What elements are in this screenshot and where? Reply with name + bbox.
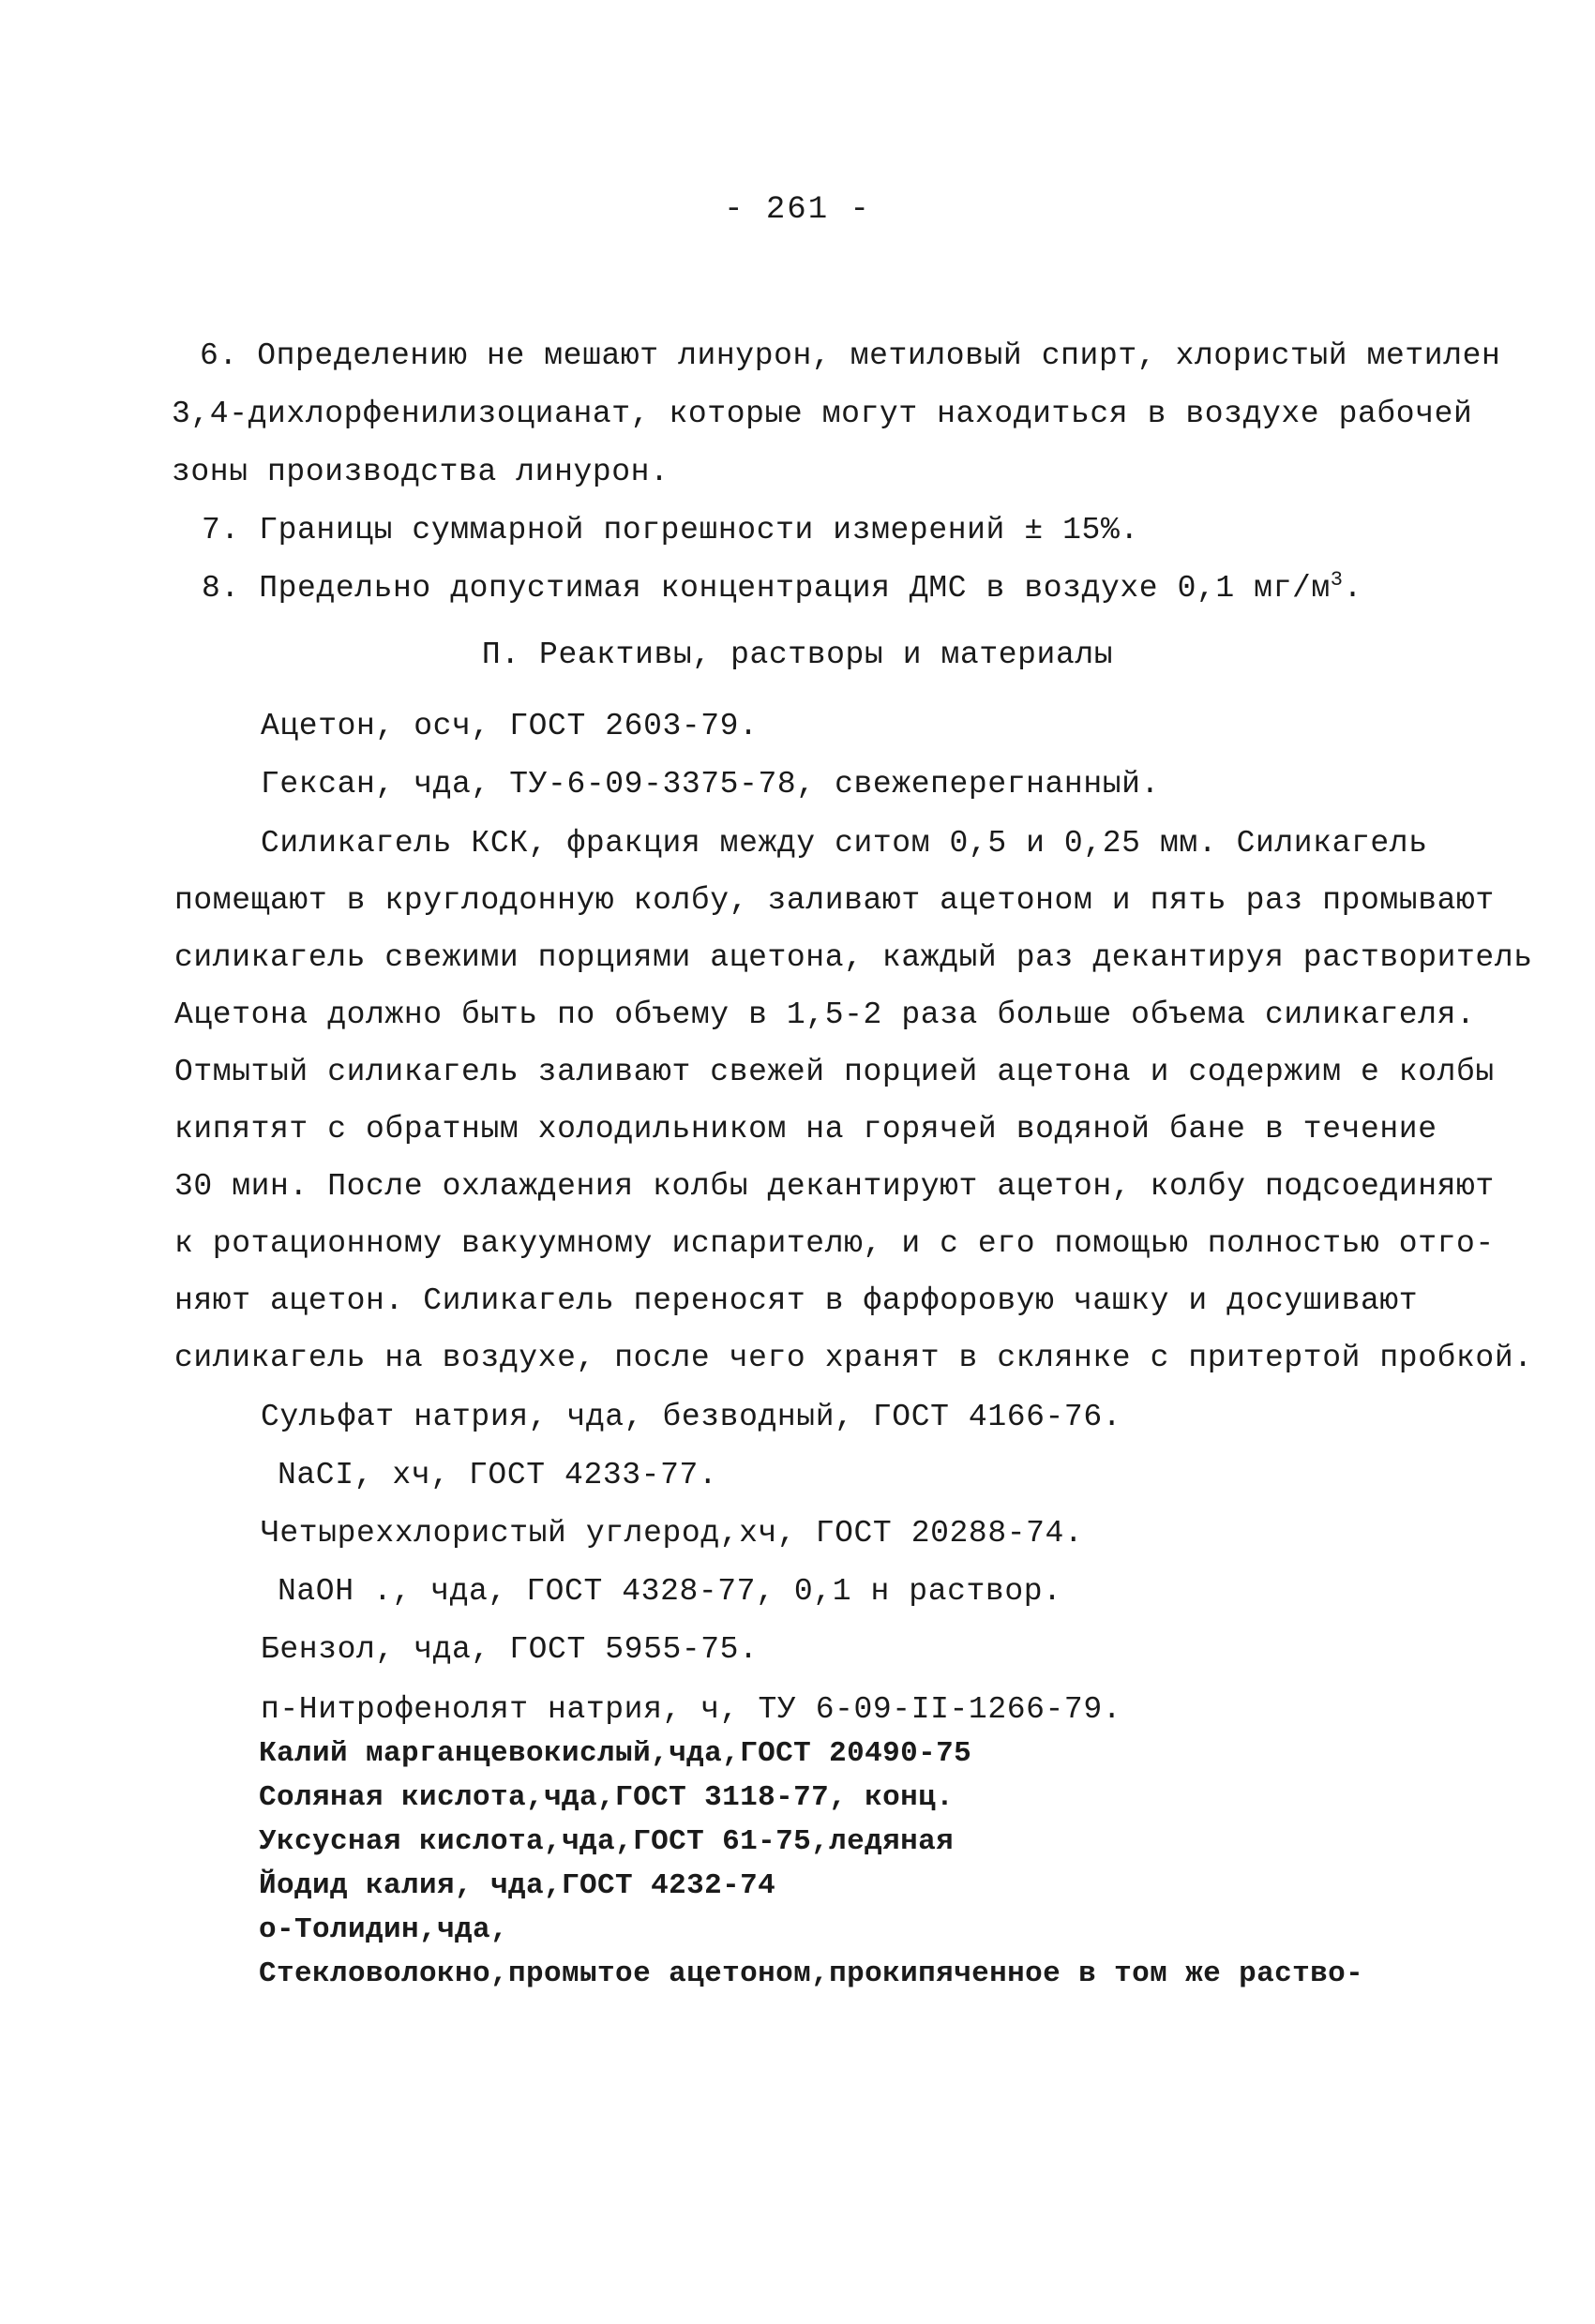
item-8-superscript: 3 bbox=[1330, 568, 1344, 592]
reagent-ccl4: Четыреххлористый углерод,хч, ГОСТ 20288-74. bbox=[261, 1516, 1084, 1551]
item-7: 7. Границы суммарной погрешности измерений ± 15%. bbox=[202, 513, 1139, 547]
reagent-hexane: Гексан, чда, ТУ-6-09-3375-78, свежеперегнанный. bbox=[261, 767, 1160, 802]
silica-line-10: силикагель на воздухе, после чего хранят в склянке с притертой пробкой. bbox=[174, 1341, 1533, 1375]
item-6-line-2: 3,4-дихлорфенилизоцианат, которые могут находиться в воздухе рабочей bbox=[172, 397, 1473, 431]
item-8-text: 8. Предельно допустимая концентрация ДМС в воздухе 0,1 мг/м bbox=[202, 571, 1331, 606]
reagent-tolidine: о-Толидин,чда, bbox=[259, 1913, 509, 1946]
silica-line-5: Отмытый силикагель заливают свежей порцией ацетона и содержим е колбы bbox=[174, 1055, 1495, 1089]
silica-line-7: 30 мин. После охлаждения колбы декантируют ацетон, колбу подсоединяют bbox=[174, 1169, 1495, 1204]
silica-line-8: к ротационному вакуумному испарителю, и с его помощью полностью отго- bbox=[174, 1226, 1495, 1261]
reagent-acetone: Ацетон, осч, ГОСТ 2603-79. bbox=[261, 709, 759, 743]
reagent-naoh: NaOH ., чда, ГОСТ 4328-77, 0,1 н раствор. bbox=[278, 1574, 1062, 1609]
silica-line-2: помещают в круглодонную колбу, заливают ацетоном и пять раз промывают bbox=[174, 883, 1495, 918]
silica-line-3: силикагель свежими порциями ацетона, каждый раз декантируя растворитель bbox=[174, 940, 1533, 975]
reagent-hcl: Соляная кислота,чда,ГОСТ 3118-77, конц. bbox=[259, 1781, 955, 1814]
item-6-line-1: 6. Определению не мешают линурон, метиловый спирт, хлористый метилен bbox=[200, 338, 1501, 373]
silica-line-4: Ацетона должно быть по объему в 1,5-2 раза больше объема силикагеля. bbox=[174, 997, 1476, 1032]
reagent-permanganate: Калий марганцевокислый,чда,ГОСТ 20490-75 bbox=[259, 1737, 972, 1770]
silica-line-6: кипятят с обратным холодильником на горячей водяной бане в течение bbox=[174, 1112, 1437, 1147]
reagent-acetic-acid: Уксусная кислота,чда,ГОСТ 61-75,ледяная bbox=[259, 1825, 955, 1858]
item-8-end: . bbox=[1343, 571, 1363, 606]
page-number: - 261 - bbox=[724, 192, 871, 228]
silica-line-1: Силикагель КСК, фракция между ситом 0,5 и 0,25 мм. Силикагель bbox=[261, 826, 1428, 861]
item-6-line-3: зоны производства линурон. bbox=[172, 455, 670, 489]
reagent-potassium-iodide: Йодид калия, чда,ГОСТ 4232-74 bbox=[259, 1869, 776, 1902]
reagent-sodium-sulfate: Сульфат натрия, чда, безводный, ГОСТ 4166-76. bbox=[261, 1400, 1122, 1434]
reagent-glass-fiber: Стекловолокно,промытое ацетоном,прокипяченное в том же раство- bbox=[259, 1957, 1364, 1990]
reagent-nitrophenolate: п-Нитрофенолят натрия, ч, ТУ 6-09-II-1266-79. bbox=[261, 1692, 1122, 1727]
section-heading: П. Реактивы, растворы и материалы bbox=[481, 637, 1114, 672]
silica-line-9: няют ацетон. Силикагель переносят в фарфоровую чашку и досушивают bbox=[174, 1283, 1419, 1318]
reagent-nacl: NaCI, хч, ГОСТ 4233-77. bbox=[278, 1458, 718, 1492]
reagent-benzene: Бензол, чда, ГОСТ 5955-75. bbox=[261, 1632, 759, 1667]
item-8 bbox=[202, 570, 1362, 607]
